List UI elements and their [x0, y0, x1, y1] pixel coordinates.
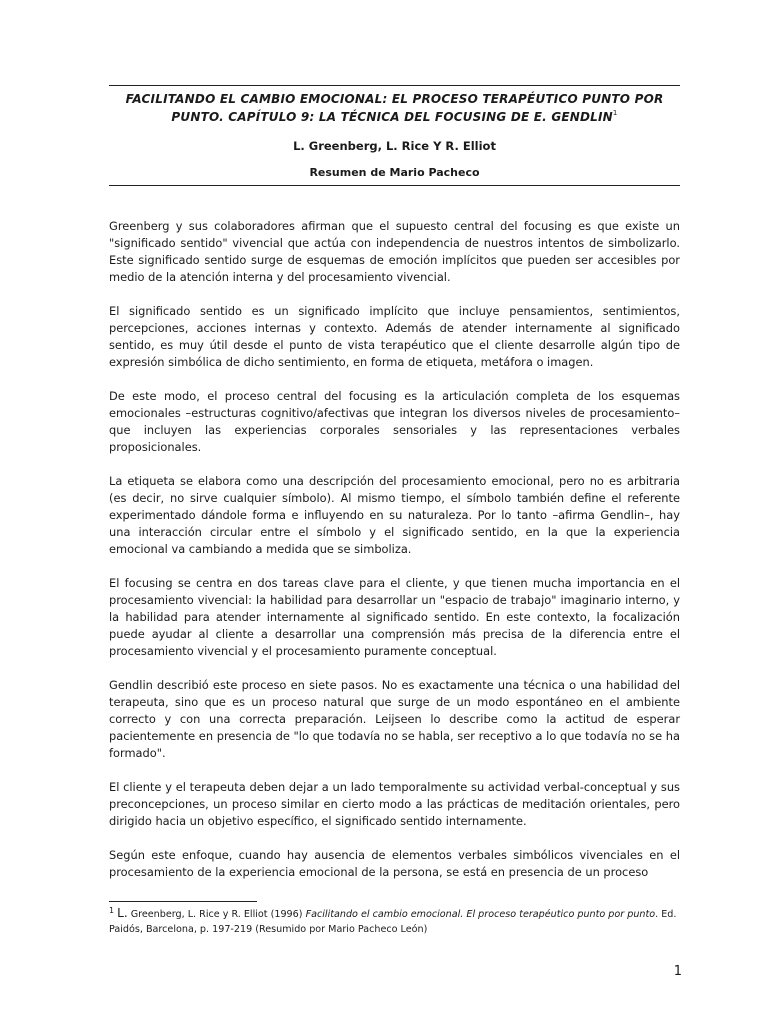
- body-paragraph: El focusing se centra en dos tareas clave para el cliente, y que tienen mucha importancia en el procesamiento vivencial: la habilidad para desarrollar un "espacio de trabajo" imaginario interno, y la habilidad para atender internamente al significado sentido. En este contexto, la focalización puede ayudar al cliente a desarrollar una comprensión más precisa de la diferencia entre el procesamiento vivencial y el procesamiento puramente conceptual.: [109, 576, 680, 658]
- document-body: [109, 218, 680, 898]
- header-top-rule: [109, 85, 680, 86]
- body-paragraph: Greenberg y sus colaboradores afirman que el supuesto central del focusing es que existe un "significado sentido" vivencial que actúa con independencia de nuestros intentos de simbolizarlo. Este significado sentido surge de esquemas de emoción implícitos que pueden ser accesibles por medio de la atención interna y del procesamiento vivencial.: [109, 219, 680, 284]
- footnote-initial: L.: [117, 906, 128, 920]
- body-paragraph: De este modo, el proceso central del focusing es la articulación completa de los esquemas emocionales –estructuras cognitivo/afectivas que integran los diversos niveles de procesamiento– que incluyen las experiencias corporales sensoriales y las representaciones verbales proposicionales.: [109, 389, 680, 454]
- footnote-authors: Greenberg, L. Rice y R. Elliot (1996): [127, 909, 306, 920]
- body-paragraph: El significado sentido es un significado implícito que incluye pensamientos, sentimientos, percepciones, acciones internas y contexto. Además de atender internamente al significado sentido, es muy útil desde el punto de vista terapéutico que el cliente desarrolle algún tipo de expresión simbólica de dicho sentimiento, en forma de etiqueta, metáfora o imagen.: [109, 304, 680, 369]
- title-footnote-mark: 1: [612, 109, 618, 117]
- body-paragraph: Según este enfoque, cuando hay ausencia de elementos verbales simbólicos vivenciales en el procesamiento de la experiencia emocional de la persona, se está en presencia de un proceso: [109, 848, 680, 879]
- header-bottom-rule: [109, 185, 680, 186]
- body-paragraph: Gendlin describió este proceso en siete pasos. No es exactamente una técnica o una habilidad del terapeuta, sino que es un proceso natural que surge de un modo espontáneo en el ambiente correcto y con una correcta preparación. Leijseen lo describe como la actitud de esperar pacientemente en presencia de "lo que todavía no se habla, ser receptivo a lo que todavía no se ha formado".: [109, 678, 680, 760]
- document-title-text: FACILITANDO EL CAMBIO EMOCIONAL: EL PROCESO TERAPÉUTICO PUNTO POR PUNTO. CAPÍTULO 9: LA TÉCNICA DEL FOCUSING DE E. GENDLIN: [125, 92, 664, 124]
- footnote-book-title: Facilitando el cambio emocional. El proceso terapéutico punto por punto: [305, 909, 656, 920]
- summary-credit: Resumen de Mario Pacheco: [309, 166, 480, 179]
- body-paragraph: La etiqueta se elabora como una descripción del procesamiento emocional, pero no es arbitraria (es decir, no sirve cualquier símbolo). Al mismo tiempo, el símbolo también define el referente experimentado dándole forma e influyendo en su naturaleza. Por lo tanto –afirma Gendlin–, hay una interacción circular entre el símbolo y el significado sentido, en la que la experiencia emocional va cambiando a medida que se simboliza.: [109, 474, 680, 556]
- footnote-separator: [109, 901, 257, 902]
- footnote-mark: 1: [109, 906, 115, 915]
- footnote: [109, 906, 680, 937]
- page-number: 1: [673, 964, 682, 979]
- footnote-publisher: . Ed. Paidós, Barcelona, p. 197-219 (Resumido por Mario Pacheco León): [109, 909, 677, 935]
- document-authors: L. Greenberg, L. Rice Y R. Elliot: [293, 139, 496, 153]
- body-paragraph: El cliente y el terapeuta deben dejar a un lado temporalmente su actividad verbal-conceptual y sus preconcepciones, un proceso similar en cierto modo a las prácticas de meditación orientales, pero dirigido hacia un objetivo específico, el significado sentido internamente.: [109, 780, 680, 828]
- document-title: [109, 90, 680, 126]
